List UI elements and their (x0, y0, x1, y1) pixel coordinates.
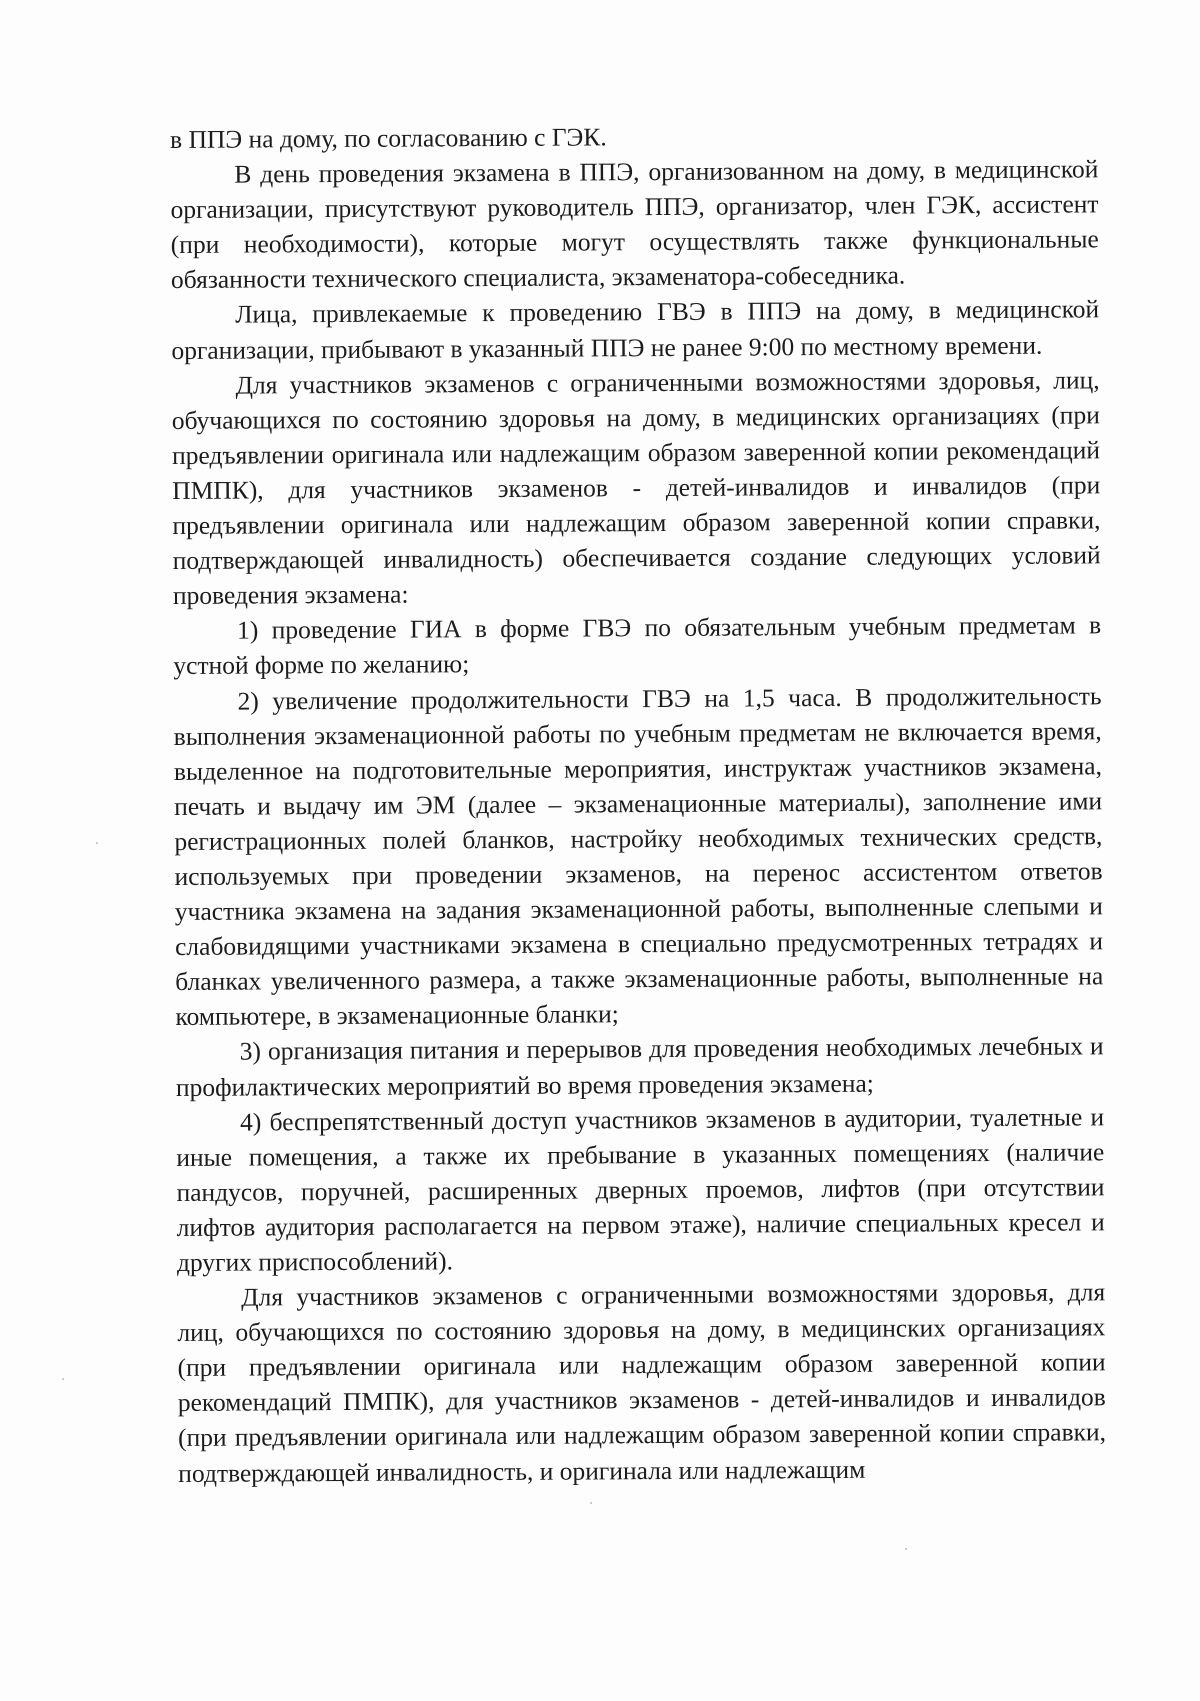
list-item-4-accessibility: 4) беспрепятственный доступ участников экзаменов в аудитории, туалетные и иные помещения, а также их пребывание в указанных помещениях (наличие пандусов, поручней, расширенных дверных проемов, лифтов (при отсутствии лифтов аудитория располагается на первом этаже), наличие специальных кресел и других приспособлений). (176, 1101, 1105, 1277)
scan-speck (62, 1378, 64, 1380)
list-item-2-extended-duration: 2) увеличение продолжительности ГВЭ на 1,5 часа. В продолжительность выполнения экзаменационной работы по учебным предметам не включается время, выделенное на подготовительные мероприятия, инструктаж участников экзамена, печать и выдачу им ЭМ (далее – экзаменационные материалы), заполнение ими регистрационных полей бланков, настройку необходимых технических средств, используемых при проведении экзаменов, на перенос ассистентом ответов участника экзамена на задания экзаменационной работы, выполненные слепыми и слабовидящими участниками экзамена в специально предусмотренных тетрадях и бланках увеличенного размера, а также экзаменационные работы, выполненные на компьютере, в экзаменационные бланки; (173, 680, 1104, 1032)
scan-speck (590, 1502, 592, 1504)
paragraph-continuation: в ППЭ на дому, по согласованию с ГЭК. (170, 122, 607, 154)
scan-speck (905, 1548, 907, 1550)
list-item-3-meals-breaks: 3) организация питания и перерывов для проведения необходимых лечебных и профилактических мероприятий во время проведения экзамена; (175, 1031, 1104, 1102)
document-body (170, 116, 1106, 1490)
paragraph-additional-conditions: Для участников экзаменов с ограниченными возможностями здоровья, для лиц, обучающихся по состоянию здоровья на дому, в медицинских организациях (при предъявлении оригинала или надлежащим образом заверенной копии рекомендаций ПМПК), для участников экзаменов - детей-инвалидов и инвалидов (при предъявлении оригинала или надлежащим образом заверенной копии справки, подтверждающей инвалидность, и оригинала или надлежащим (177, 1277, 1107, 1488)
paragraph-exam-day-staff: В день проведения экзамена в ППЭ, организованном на дому, в медицинской организации, присутствуют руководитель ППЭ, организатор, член ГЭК, ассистент (при необходимости), которые могут осуществлять также функциональные обязанности технического специалиста, экзаменатора-собеседника. (170, 154, 1099, 295)
list-item-1-oral-form: 1) проведение ГИА в форме ГВЭ по обязательным учебным предметам в устной форме по желанию; (173, 610, 1102, 681)
paragraph-arrival-time: Лица, привлекаемые к проведению ГВЭ в ППЭ на дому, в медицинской организации, прибывают в указанный ППЭ не ранее 9:00 по местному времени. (171, 294, 1100, 365)
scan-speck (96, 842, 98, 844)
paragraph-special-conditions: Для участников экзаменов с ограниченными возможностями здоровья, лиц, обучающихся по состоянию здоровья на дому, в медицинских организациях (при предъявлении оригинала или надлежащим образом заверенной копии рекомендаций ПМПК), для участников экзаменов - детей-инвалидов и инвалидов (при предъявлении оригинала или надлежащим образом заверенной копии справки, подтверждающей инвалидность) обеспечивается создание следующих условий проведения экзамена: (171, 364, 1101, 611)
